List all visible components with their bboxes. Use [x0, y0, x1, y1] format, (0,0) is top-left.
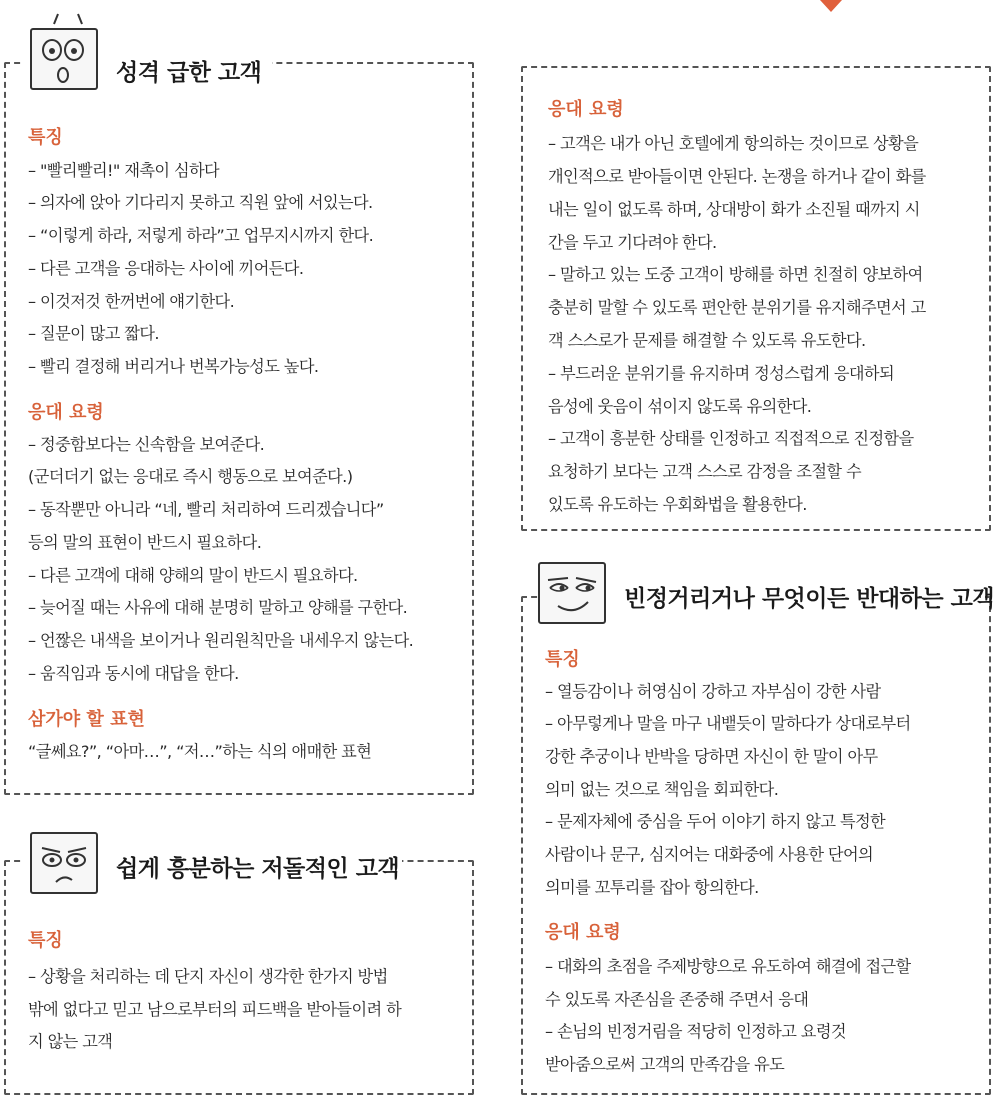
box4-feature: – 아무렇게나 말을 마구 내뱉듯이 말하다가 상대로부터 — [545, 714, 911, 733]
box4-response: – 대화의 초점을 주제방향으로 유도하여 해결에 접근할 — [545, 957, 911, 976]
box4-feature: 강한 추궁이나 반박을 당하면 자신이 한 말이 아무 — [545, 747, 878, 766]
box4-response-heading: 응대 요령 — [545, 922, 621, 943]
box2-title: 쉽게 흥분하는 저돌적인 고객 — [116, 856, 400, 882]
box1-feature-heading: 특징 — [28, 127, 63, 148]
frowning-face-icon — [30, 832, 98, 894]
box2-feature-heading: 특징 — [28, 930, 63, 951]
box3-response: 객 스스로가 문제를 해결할 수 있도록 유도한다. — [548, 331, 866, 350]
box1-response: – 움직임과 동시에 대답을 한다. — [28, 664, 239, 683]
box3-response: 개인적으로 받아들이면 안된다. 논쟁을 하거나 같이 화를 — [548, 167, 926, 186]
box2-feature: 밖에 없다고 믿고 남으로부터의 피드백을 받아들이려 하 — [28, 1000, 402, 1019]
box1-response: – 다른 고객에 대해 양해의 말이 반드시 필요하다. — [28, 566, 358, 585]
box1-response: – 정중함보다는 신속함을 보여준다. — [28, 435, 265, 454]
box4-title: 빈정거리거나 무엇이든 반대하는 고객 — [624, 586, 995, 612]
box1-feature: – 이것저것 한꺼번에 얘기한다. — [28, 292, 235, 311]
box1-title: 성격 급한 고객 — [116, 60, 262, 86]
box3-response: – 말하고 있는 도중 고객이 방해를 하면 친절히 양보하여 — [548, 265, 923, 284]
box1-response: – 동작뿐만 아니라 “네, 빨리 처리하여 드리겠습니다” — [28, 500, 384, 519]
surprise-marks-icon — [48, 10, 88, 26]
box4-feature: – 문제자체에 중심을 두어 이야기 하지 않고 특정한 — [545, 812, 886, 831]
box1-feature: – 의자에 앉아 기다리지 못하고 직원 앞에 서있는다. — [28, 193, 373, 212]
box1-response: 등의 말의 표현이 반드시 필요하다. — [28, 533, 262, 552]
box3-response: 요청하기 보다는 고객 스스로 감정을 조절할 수 — [548, 462, 861, 481]
box3-response: 있도록 유도하는 우회화법을 활용한다. — [548, 495, 807, 514]
box3-response-heading: 응대 요령 — [548, 99, 624, 120]
corner-marker — [820, 0, 842, 12]
box1-feature: – “이렇게 하라, 저렇게 하라”고 업무지시까지 한다. — [28, 226, 374, 245]
surprised-face-icon — [30, 28, 98, 90]
box2-feature: – 상황을 처리하는 데 단지 자신이 생각한 한가지 방법 — [28, 967, 388, 986]
box4-response: – 손님의 빈정거림을 적당히 인정하고 요령것 — [545, 1022, 846, 1041]
box3-response: 간을 두고 기다려야 한다. — [548, 233, 717, 252]
box1-response-heading: 응대 요령 — [28, 402, 104, 423]
box3-response: 내는 일이 없도록 하며, 상대방이 화가 소진될 때까지 시 — [548, 200, 920, 219]
box2-feature: 지 않는 고객 — [28, 1032, 113, 1051]
box3-response: 충분히 말할 수 있도록 편안한 분위기를 유지해주면서 고 — [548, 298, 926, 317]
box4-feature: 의미 없는 것으로 책임을 회피한다. — [545, 780, 779, 799]
box1-feature: – 빨리 결정해 버리거나 번복가능성도 높다. — [28, 357, 319, 376]
box4-feature-heading: 특징 — [545, 649, 580, 670]
box4-response: 수 있도록 자존심을 존중해 주면서 응대 — [545, 990, 809, 1009]
box1-response: – 늦어질 때는 사유에 대해 분명히 말하고 양해를 구한다. — [28, 598, 408, 617]
box1-feature: – 다른 고객을 응대하는 사이에 끼어든다. — [28, 259, 304, 278]
smirking-face-icon — [538, 562, 606, 624]
box1-feature: – 질문이 많고 짧다. — [28, 324, 159, 343]
box3-response: – 고객이 흥분한 상태를 인정하고 직접적으로 진정함을 — [548, 429, 914, 448]
box1-response: (군더더기 없는 응대로 즉시 행동으로 보여준다.) — [28, 467, 353, 486]
box1-feature: – "빨리빨리!" 재촉이 심하다 — [28, 161, 220, 180]
box3-response: – 부드러운 분위기를 유지하며 정성스럽게 응대하되 — [548, 364, 894, 383]
box1-avoid: “글쎄요?”, “아마…”, “저…”하는 식의 애매한 표현 — [28, 742, 372, 761]
box1-avoid-heading: 삼가야 할 표현 — [28, 709, 145, 730]
box4-feature: 사람이나 문구, 심지어는 대화중에 사용한 단어의 — [545, 845, 874, 864]
box1-response: – 언짢은 내색을 보이거나 원리원칙만을 내세우지 않는다. — [28, 631, 414, 650]
box4-feature: 의미를 꼬투리를 잡아 항의한다. — [545, 878, 759, 897]
box3-response: 음성에 웃음이 섞이지 않도록 유의한다. — [548, 397, 812, 416]
box4-feature: – 열등감이나 허영심이 강하고 자부심이 강한 사람 — [545, 682, 881, 701]
box3-response: – 고객은 내가 아닌 호텔에게 항의하는 것이므로 상황을 — [548, 134, 919, 153]
box4-response: 받아줌으로써 고객의 만족감을 유도 — [545, 1055, 785, 1074]
